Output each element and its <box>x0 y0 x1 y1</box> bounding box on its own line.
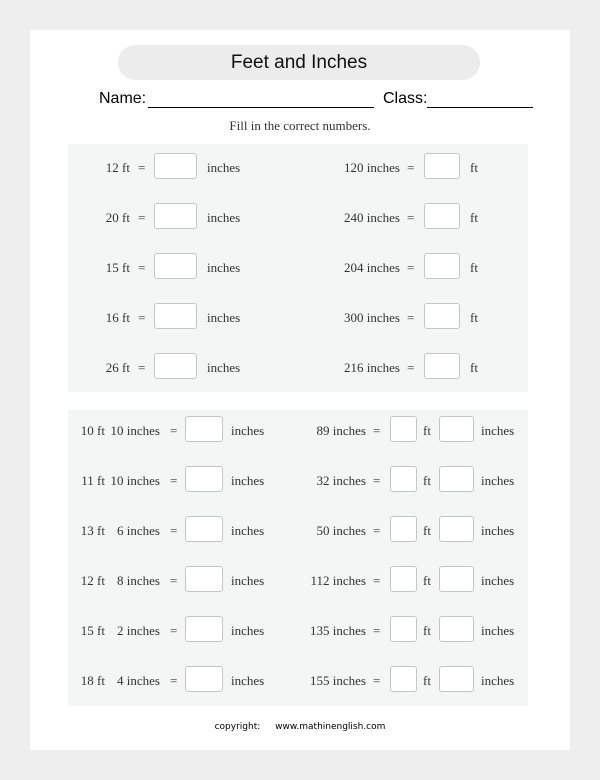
equals-sign: = <box>138 160 146 175</box>
answer-box-inches[interactable] <box>439 616 474 642</box>
unit-inches: inches <box>481 673 515 688</box>
answer-box-inches[interactable] <box>439 566 474 592</box>
unit-ft: ft <box>470 210 478 225</box>
instruction-text: Fill in the correct numbers. <box>229 118 371 133</box>
unit-inches: inches <box>481 623 515 638</box>
section-2-row <box>68 566 528 596</box>
unit-ft: ft <box>423 473 431 488</box>
section-2-row <box>68 616 528 646</box>
answer-box-ft[interactable] <box>390 466 417 492</box>
equals-sign: = <box>170 473 178 488</box>
unit-inches: inches <box>207 210 241 225</box>
feet-part: 11 ft <box>81 473 105 488</box>
unit-ft: ft <box>470 360 478 375</box>
equals-sign: = <box>373 473 381 488</box>
unit-ft: ft <box>470 260 478 275</box>
unit-ft: ft <box>423 623 431 638</box>
unit-inches: inches <box>481 573 515 588</box>
feet-value: 15 ft <box>105 260 130 275</box>
unit-inches: inches <box>231 423 265 438</box>
unit-ft: ft <box>423 673 431 688</box>
section-2-row <box>68 516 528 546</box>
answer-box-inches[interactable] <box>439 516 474 542</box>
equals-sign: = <box>170 523 178 538</box>
inches-part: 4 inches <box>117 673 160 688</box>
section-1-row <box>68 153 528 183</box>
unit-inches: inches <box>231 673 265 688</box>
answer-box[interactable] <box>154 153 197 179</box>
answer-box-inches[interactable] <box>439 666 474 692</box>
feet-value: 26 ft <box>105 360 130 375</box>
inches-value: 32 inches <box>316 473 366 488</box>
feet-part: 12 ft <box>80 573 105 588</box>
inches-value: 50 inches <box>316 523 366 538</box>
inches-part: 2 inches <box>117 623 160 638</box>
unit-ft: ft <box>423 573 431 588</box>
class-label: Class: <box>383 90 428 107</box>
inches-part: 8 inches <box>117 573 160 588</box>
answer-box[interactable] <box>185 666 223 692</box>
equals-sign: = <box>407 310 415 325</box>
unit-inches: inches <box>207 260 241 275</box>
unit-ft: ft <box>423 423 431 438</box>
unit-inches: inches <box>231 523 265 538</box>
answer-box[interactable] <box>424 203 460 229</box>
equals-sign: = <box>170 423 178 438</box>
equals-sign: = <box>138 360 146 375</box>
class-line[interactable] <box>427 107 533 108</box>
inches-value: 89 inches <box>316 423 366 438</box>
unit-ft: ft <box>470 160 478 175</box>
name-class-bar <box>30 88 570 112</box>
answer-box[interactable] <box>154 353 197 379</box>
unit-inches: inches <box>481 423 515 438</box>
section-1-panel <box>68 144 528 392</box>
copyright-site: www.mathinenglish.com <box>275 722 386 732</box>
answer-box[interactable] <box>154 253 197 279</box>
answer-box[interactable] <box>424 153 460 179</box>
name-line[interactable] <box>148 107 374 108</box>
equals-sign: = <box>373 573 381 588</box>
unit-inches: inches <box>481 523 515 538</box>
section-1-row <box>68 353 528 383</box>
answer-box[interactable] <box>185 416 223 442</box>
equals-sign: = <box>170 673 178 688</box>
answer-box[interactable] <box>424 353 460 379</box>
inches-value: 155 inches <box>310 673 366 688</box>
inches-value: 112 inches <box>310 573 366 588</box>
equals-sign: = <box>170 623 178 638</box>
answer-box-ft[interactable] <box>390 516 417 542</box>
section-1-row <box>68 253 528 283</box>
feet-part: 15 ft <box>80 623 105 638</box>
feet-value: 12 ft <box>105 160 130 175</box>
equals-sign: = <box>170 573 178 588</box>
unit-inches: inches <box>207 160 241 175</box>
equals-sign: = <box>373 423 381 438</box>
section-2-row <box>68 466 528 496</box>
answer-box-ft[interactable] <box>390 416 417 442</box>
unit-ft: ft <box>423 523 431 538</box>
section-2-panel <box>68 410 528 706</box>
equals-sign: = <box>373 523 381 538</box>
inches-value: 300 inches <box>344 310 400 325</box>
unit-inches: inches <box>231 473 265 488</box>
equals-sign: = <box>373 623 381 638</box>
equals-sign: = <box>138 260 146 275</box>
section-1-row <box>68 203 528 233</box>
inches-part: 10 inches <box>110 473 160 488</box>
answer-box[interactable] <box>154 303 197 329</box>
equals-sign: = <box>407 160 415 175</box>
feet-part: 13 ft <box>80 523 105 538</box>
answer-box-inches[interactable] <box>439 466 474 492</box>
feet-part: 10 ft <box>80 423 105 438</box>
inches-part: 10 inches <box>110 423 160 438</box>
equals-sign: = <box>407 360 415 375</box>
feet-value: 16 ft <box>105 310 130 325</box>
equals-sign: = <box>373 673 381 688</box>
equals-sign: = <box>138 210 146 225</box>
unit-inches: inches <box>231 623 265 638</box>
worksheet-title: Feet and Inches <box>118 45 480 80</box>
equals-sign: = <box>407 260 415 275</box>
unit-ft: ft <box>470 310 478 325</box>
inches-value: 135 inches <box>310 623 366 638</box>
inches-value: 204 inches <box>344 260 400 275</box>
answer-box[interactable] <box>185 466 223 492</box>
answer-box[interactable] <box>185 616 223 642</box>
equals-sign: = <box>138 310 146 325</box>
answer-box[interactable] <box>185 516 223 542</box>
unit-inches: inches <box>481 473 515 488</box>
answer-box-inches[interactable] <box>439 416 474 442</box>
unit-inches: inches <box>207 310 241 325</box>
copyright-footer <box>30 722 570 732</box>
answer-box[interactable] <box>154 203 197 229</box>
worksheet <box>30 30 570 750</box>
answer-box-ft[interactable] <box>390 666 417 692</box>
unit-inches: inches <box>231 573 265 588</box>
equals-sign: = <box>407 210 415 225</box>
section-2-row <box>68 416 528 446</box>
answer-box[interactable] <box>424 303 460 329</box>
inches-part: 6 inches <box>117 523 160 538</box>
answer-box[interactable] <box>424 253 460 279</box>
inches-value: 120 inches <box>344 160 400 175</box>
feet-part: 18 ft <box>80 673 105 688</box>
inches-value: 240 inches <box>344 210 400 225</box>
answer-box[interactable] <box>185 566 223 592</box>
answer-box-ft[interactable] <box>390 616 417 642</box>
inches-value: 216 inches <box>344 360 400 375</box>
answer-box-ft[interactable] <box>390 566 417 592</box>
section-1-row <box>68 303 528 333</box>
name-label: Name: <box>99 90 147 107</box>
feet-value: 20 ft <box>105 210 130 225</box>
section-2-row <box>68 666 528 696</box>
copyright-label: copyright: <box>214 722 261 732</box>
unit-inches: inches <box>207 360 241 375</box>
